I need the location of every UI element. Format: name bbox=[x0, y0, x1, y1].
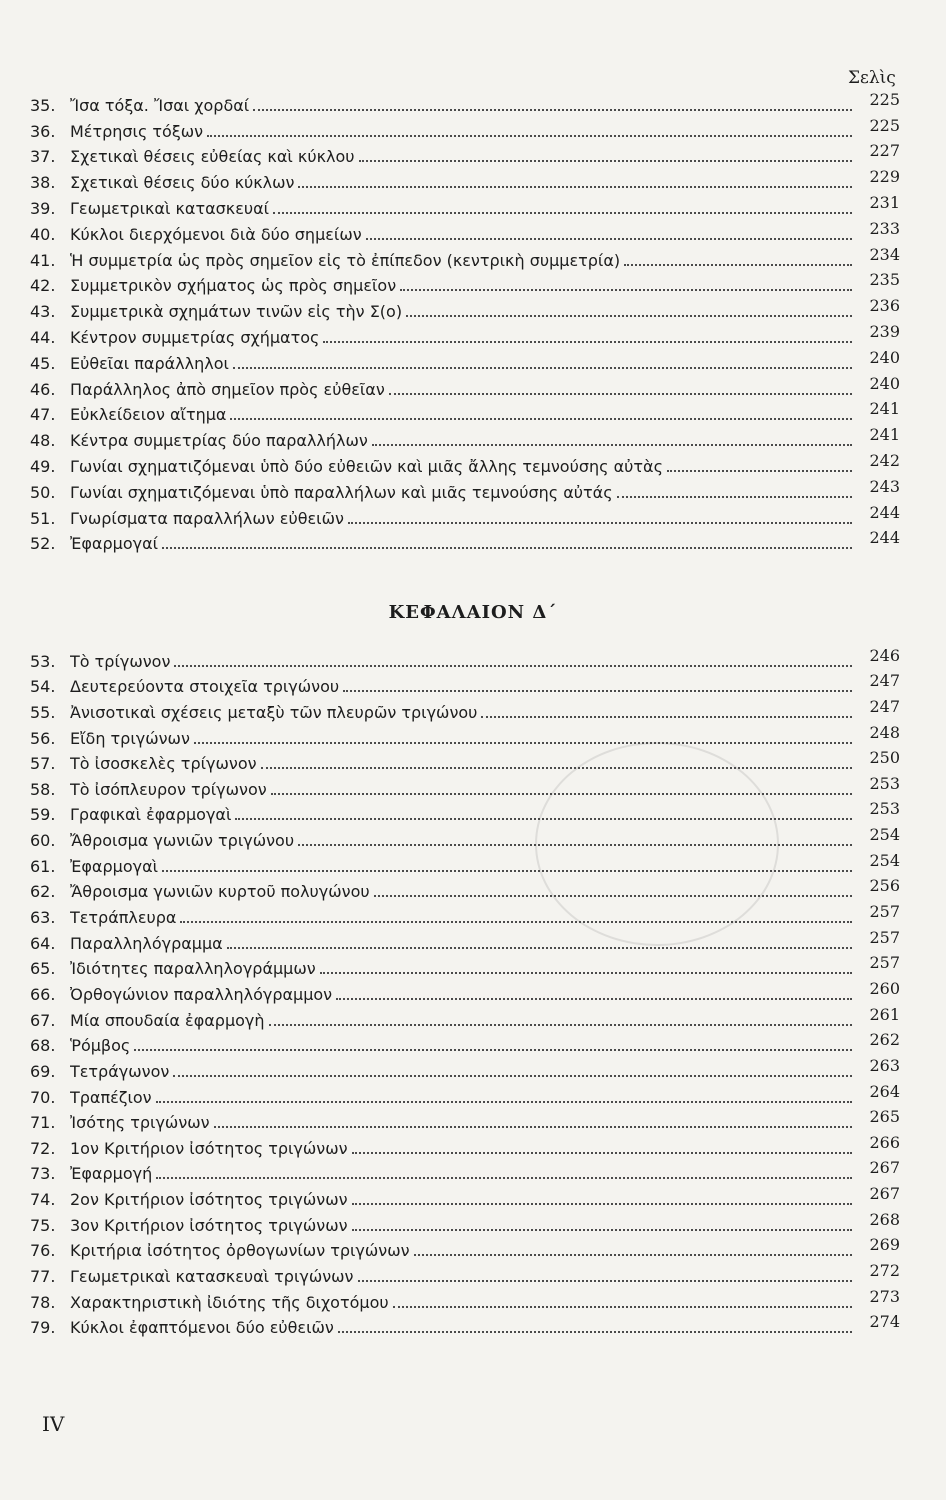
dot-leader bbox=[400, 289, 852, 291]
toc-entry bbox=[30, 902, 900, 928]
toc-entry bbox=[30, 1313, 900, 1339]
dot-leader bbox=[194, 742, 852, 744]
toc-entry-page: 225 bbox=[869, 115, 900, 135]
toc-entry-number: 35. bbox=[30, 95, 56, 115]
toc-entry bbox=[30, 374, 900, 400]
dot-leader bbox=[298, 844, 852, 846]
toc-entry bbox=[30, 877, 900, 903]
toc-entry bbox=[30, 193, 900, 219]
toc-entry bbox=[30, 1108, 900, 1134]
dot-leader bbox=[156, 1177, 852, 1179]
toc-entry bbox=[30, 400, 900, 426]
toc-entry-title: Ἐφαρμογαί bbox=[70, 534, 159, 554]
toc-entry bbox=[30, 1031, 900, 1057]
toc-entry-number: 74. bbox=[30, 1190, 56, 1210]
toc-entry-page: 235 bbox=[869, 270, 900, 290]
toc-entry-number: 63. bbox=[30, 908, 56, 928]
page-folio: IV bbox=[42, 1412, 65, 1436]
toc-entry bbox=[30, 1210, 900, 1236]
toc-entry bbox=[30, 322, 900, 348]
toc-entry-number: 48. bbox=[30, 431, 56, 451]
toc-entry-number: 68. bbox=[30, 1036, 56, 1056]
toc-entry-page: 257 bbox=[869, 953, 900, 973]
toc-entry-page: 264 bbox=[869, 1081, 900, 1101]
dot-leader bbox=[156, 1101, 852, 1103]
toc-entry-page: 261 bbox=[869, 1004, 900, 1024]
toc-entry-number: 38. bbox=[30, 173, 56, 193]
toc-entry bbox=[30, 749, 900, 775]
toc-entry-title: Εὐθεῖαι παράλληλοι bbox=[70, 353, 229, 373]
toc-entry bbox=[30, 529, 900, 555]
toc-entry-page: 247 bbox=[869, 671, 900, 691]
dot-leader bbox=[180, 921, 852, 923]
toc-entry-title: Ἄθροισμα γωνιῶν τριγώνου bbox=[70, 831, 295, 851]
toc-entry-number: 44. bbox=[30, 327, 56, 347]
toc-entry-title: Ἐφαρμογή bbox=[70, 1164, 153, 1184]
dot-leader bbox=[227, 947, 852, 949]
dot-leader bbox=[481, 716, 852, 718]
toc-entry-page: 253 bbox=[869, 773, 900, 793]
dot-leader bbox=[253, 109, 852, 111]
toc-entry-page: 272 bbox=[869, 1261, 900, 1281]
toc-entry-number: 54. bbox=[30, 677, 56, 697]
toc-entry bbox=[30, 1184, 900, 1210]
toc-entry bbox=[30, 1261, 900, 1287]
toc-entry bbox=[30, 851, 900, 877]
toc-entry-page: 240 bbox=[869, 373, 900, 393]
toc-entry-number: 36. bbox=[30, 121, 56, 141]
dot-leader bbox=[624, 264, 852, 266]
dot-leader bbox=[617, 496, 852, 498]
toc-entry bbox=[30, 477, 900, 503]
toc-entry-number: 50. bbox=[30, 482, 56, 502]
toc-entry bbox=[30, 954, 900, 980]
toc-entry-title: 2ον Κριτήριον ἰσότητος τριγώνων bbox=[70, 1190, 348, 1210]
dot-leader bbox=[366, 238, 852, 240]
dot-leader bbox=[352, 1229, 852, 1231]
toc-entry-page: 263 bbox=[869, 1055, 900, 1075]
dot-leader bbox=[298, 186, 852, 188]
toc-entry bbox=[30, 1159, 900, 1185]
toc-entry-title: Ἰσότης τριγώνων bbox=[70, 1113, 210, 1133]
toc-entry-number: 37. bbox=[30, 147, 56, 167]
toc-entry bbox=[30, 90, 900, 116]
toc-entry-title: Τετράπλευρα bbox=[70, 908, 177, 928]
toc-entry bbox=[30, 774, 900, 800]
toc-entry-number: 51. bbox=[30, 508, 56, 528]
dot-leader bbox=[406, 315, 852, 317]
toc-entry-page: 257 bbox=[869, 927, 900, 947]
toc-entry-number: 42. bbox=[30, 276, 56, 296]
toc-entry-title: Τὸ ἰσοσκελὲς τρίγωνον bbox=[70, 754, 257, 774]
toc-entry-title: Συμμετρικὰ σχημάτων τινῶν εἰς τὴν Σ(ο) bbox=[70, 302, 403, 322]
toc-entry-page: 239 bbox=[869, 321, 900, 341]
toc-entry-title: Κέντρα συμμετρίας δύο παραλλήλων bbox=[70, 431, 368, 451]
toc-entry bbox=[30, 697, 900, 723]
toc-entry bbox=[30, 646, 900, 672]
toc-entry-page: 234 bbox=[869, 244, 900, 264]
toc-entry-title: Παραλληλόγραμμα bbox=[70, 933, 223, 953]
toc-entry bbox=[30, 116, 900, 142]
dot-leader bbox=[352, 1203, 852, 1205]
toc-entry-page: 244 bbox=[869, 528, 900, 548]
toc-entry bbox=[30, 1133, 900, 1159]
toc-entry bbox=[30, 271, 900, 297]
dot-leader bbox=[320, 972, 852, 974]
dot-leader bbox=[372, 444, 852, 446]
toc-entry-number: 62. bbox=[30, 882, 56, 902]
toc-entry-number: 69. bbox=[30, 1061, 56, 1081]
toc-entry bbox=[30, 219, 900, 245]
dot-leader bbox=[393, 1306, 852, 1308]
toc-entry-page: 233 bbox=[869, 218, 900, 238]
toc-entry-title: Κέντρον συμμετρίας σχήματος bbox=[70, 327, 320, 347]
toc-entry-page: 267 bbox=[869, 1158, 900, 1178]
dot-leader bbox=[235, 818, 852, 820]
toc-entry-title: Χαρακτηριστικὴ ἰδιότης τῆς διχοτόμου bbox=[70, 1292, 389, 1312]
toc-entry bbox=[30, 167, 900, 193]
toc-entry-number: 56. bbox=[30, 728, 56, 748]
toc-entry-title: Εὐκλείδειον αἴτημα bbox=[70, 405, 227, 425]
toc-entry-page: 266 bbox=[869, 1132, 900, 1152]
toc-entry-title: Μία σπουδαία ἐφαρμογὴ bbox=[70, 1010, 265, 1030]
toc-entry-number: 64. bbox=[30, 933, 56, 953]
toc-entry-number: 40. bbox=[30, 224, 56, 244]
dot-leader bbox=[343, 690, 852, 692]
toc-entry-title: Ἰδιότητες παραλληλογράμμων bbox=[70, 959, 316, 979]
dot-leader bbox=[230, 418, 852, 420]
toc-entry bbox=[30, 979, 900, 1005]
toc-entry-page: 262 bbox=[869, 1030, 900, 1050]
toc-entry-title: Παράλληλος ἀπὸ σημεῖον πρὸς εὐθεῖαν bbox=[70, 379, 385, 399]
dot-leader bbox=[162, 547, 852, 549]
toc-entry-number: 57. bbox=[30, 754, 56, 774]
toc-entry bbox=[30, 348, 900, 374]
toc-entry-title: Σχετικαὶ θέσεις εὐθείας καὶ κύκλου bbox=[70, 147, 355, 167]
toc-entry-number: 75. bbox=[30, 1215, 56, 1235]
dot-leader bbox=[323, 341, 852, 343]
toc-entry-title: Τὸ τρίγωνον bbox=[70, 651, 171, 671]
dot-leader bbox=[174, 665, 852, 667]
dot-leader bbox=[269, 1024, 852, 1026]
toc-entry-number: 43. bbox=[30, 302, 56, 322]
toc-entry-title: Μέτρησις τόξων bbox=[70, 121, 204, 141]
dot-leader bbox=[336, 998, 852, 1000]
dot-leader bbox=[358, 1280, 853, 1282]
toc-entry-page: 248 bbox=[869, 722, 900, 742]
toc-entry-title: Γνωρίσματα παραλλήλων εὐθειῶν bbox=[70, 508, 344, 528]
toc-entry-page: 254 bbox=[869, 850, 900, 870]
dot-leader bbox=[233, 367, 852, 369]
dot-leader bbox=[207, 135, 852, 137]
toc-entry-title: Τὸ ἰσόπλευρον τρίγωνον bbox=[70, 779, 267, 799]
dot-leader bbox=[273, 212, 852, 214]
toc-entry-page: 225 bbox=[869, 89, 900, 109]
dot-leader bbox=[352, 1152, 852, 1154]
toc-entry-page: 254 bbox=[869, 825, 900, 845]
toc-entry-number: 76. bbox=[30, 1241, 56, 1261]
toc-entry-number: 72. bbox=[30, 1138, 56, 1158]
toc-entry-number: 77. bbox=[30, 1267, 56, 1287]
toc-entry-title: Ἄθροισμα γωνιῶν κυρτοῦ πολυγώνου bbox=[70, 882, 370, 902]
dot-leader bbox=[348, 522, 852, 524]
toc-entry-page: 253 bbox=[869, 799, 900, 819]
toc-entry bbox=[30, 503, 900, 529]
toc-entry-page: 236 bbox=[869, 296, 900, 316]
toc-entry-page: 256 bbox=[869, 876, 900, 896]
toc-entry bbox=[30, 1236, 900, 1262]
toc-entry-title: Τετράγωνον bbox=[70, 1061, 170, 1081]
toc-entry bbox=[30, 451, 900, 477]
toc-entry-number: 47. bbox=[30, 405, 56, 425]
toc-entry-number: 58. bbox=[30, 779, 56, 799]
toc-entry bbox=[30, 1082, 900, 1108]
toc-entry-title: Συμμετρικὸν σχήματος ὡς πρὸς σημεῖον bbox=[70, 276, 397, 296]
toc-entry-title: Γραφικαὶ ἐφαρμογαὶ bbox=[70, 805, 232, 825]
toc-entry-number: 60. bbox=[30, 831, 56, 851]
toc-entry-number: 61. bbox=[30, 856, 56, 876]
toc-entry bbox=[30, 425, 900, 451]
dot-leader bbox=[359, 160, 852, 162]
toc-entry-title: Ὀρθογώνιον παραλληλόγραμμον bbox=[70, 984, 333, 1004]
toc-entry-page: 274 bbox=[869, 1312, 900, 1332]
toc-entry-page: 247 bbox=[869, 696, 900, 716]
toc-entry bbox=[30, 296, 900, 322]
toc-entry-title: Γεωμετρικαὶ κατασκευαὶ τριγώνων bbox=[70, 1267, 354, 1287]
toc-entry-page: 244 bbox=[869, 502, 900, 522]
dot-leader bbox=[271, 793, 852, 795]
toc-entry-page: 227 bbox=[869, 141, 900, 161]
toc-entry-number: 78. bbox=[30, 1292, 56, 1312]
toc-entry-page: 260 bbox=[869, 978, 900, 998]
dot-leader bbox=[261, 767, 852, 769]
toc-entry-number: 52. bbox=[30, 534, 56, 554]
toc-entry bbox=[30, 723, 900, 749]
dot-leader bbox=[214, 1126, 852, 1128]
toc-entry-number: 46. bbox=[30, 379, 56, 399]
dot-leader bbox=[134, 1049, 852, 1051]
chapter-heading: ΚΕΦΑΛΑΙΟΝ Δ΄ bbox=[388, 602, 558, 623]
toc-entry-page: 257 bbox=[869, 902, 900, 922]
toc-entry-number: 41. bbox=[30, 250, 56, 270]
toc-entry bbox=[30, 928, 900, 954]
toc-entry-page: 267 bbox=[869, 1184, 900, 1204]
toc-entry-page: 246 bbox=[869, 645, 900, 665]
toc-entry-title: Κριτήρια ἰσότητος ὀρθογωνίων τριγώνων bbox=[70, 1241, 410, 1261]
toc-entry-page: 242 bbox=[869, 450, 900, 470]
toc-list-section-one bbox=[30, 90, 900, 554]
toc-entry bbox=[30, 672, 900, 698]
toc-entry-page: 273 bbox=[869, 1286, 900, 1306]
toc-entry-page: 265 bbox=[869, 1107, 900, 1127]
toc-entry-title: Κύκλοι ἐφαπτόμενοι δύο εὐθειῶν bbox=[70, 1318, 334, 1338]
toc-entry-title: Σχετικαὶ θέσεις δύο κύκλων bbox=[70, 173, 295, 193]
toc-entry-title: Εἴδη τριγώνων bbox=[70, 728, 190, 748]
toc-entry-title: Δευτερεύοντα στοιχεῖα τριγώνου bbox=[70, 677, 340, 697]
toc-entry-number: 71. bbox=[30, 1113, 56, 1133]
toc-entry-title: Ἴσα τόξα. Ἴσαι χορδαί bbox=[70, 95, 250, 115]
toc-entry-title: 1ον Κριτήριον ἰσότητος τριγώνων bbox=[70, 1138, 348, 1158]
dot-leader bbox=[667, 470, 852, 472]
toc-entry-number: 70. bbox=[30, 1087, 56, 1107]
toc-entry-number: 67. bbox=[30, 1010, 56, 1030]
toc-entry-page: 241 bbox=[869, 425, 900, 445]
toc-entry-title: Ῥόμβος bbox=[70, 1036, 131, 1056]
toc-entry-page: 269 bbox=[869, 1235, 900, 1255]
toc-entry-page: 240 bbox=[869, 347, 900, 367]
toc-entry-number: 59. bbox=[30, 805, 56, 825]
toc-entry-title: 3ον Κριτήριον ἰσότητος τριγώνων bbox=[70, 1215, 348, 1235]
toc-entry-number: 66. bbox=[30, 984, 56, 1004]
toc-entry-page: 229 bbox=[869, 167, 900, 187]
toc-entry-number: 79. bbox=[30, 1318, 56, 1338]
toc-entry-title: Τραπέζιον bbox=[70, 1087, 152, 1107]
toc-entry-title: Γεωμετρικαὶ κατασκευαί bbox=[70, 198, 270, 218]
dot-leader bbox=[414, 1254, 852, 1256]
toc-entry-title: Γωνίαι σχηματιζόμεναι ὑπὸ δύο εὐθειῶν καὶ μιᾶς ἄλλης τεμνούσης αὐτὰς bbox=[70, 456, 663, 476]
toc-entry-page: 241 bbox=[869, 399, 900, 419]
toc-entry-title: Ἐφαρμογαὶ bbox=[70, 856, 159, 876]
toc-entry-title: Ἡ συμμετρία ὡς πρὸς σημεῖον εἰς τὸ ἐπίπεδον (κεντρικὴ συμμετρία) bbox=[70, 250, 621, 270]
toc-entry-number: 49. bbox=[30, 456, 56, 476]
toc-entry bbox=[30, 1005, 900, 1031]
toc-entry bbox=[30, 800, 900, 826]
toc-entry-number: 73. bbox=[30, 1164, 56, 1184]
dot-leader bbox=[374, 895, 852, 897]
toc-entry-title: Κύκλοι διερχόμενοι διὰ δύο σημείων bbox=[70, 224, 362, 244]
toc-entry-title: Ἀνισοτικαὶ σχέσεις μεταξὺ τῶν πλευρῶν τριγώνου bbox=[70, 702, 478, 722]
toc-entry-title: Γωνίαι σχηματιζόμεναι ὑπὸ παραλλήλων καὶ μιᾶς τεμνούσης αὐτάς bbox=[70, 482, 613, 502]
toc-entry-page: 250 bbox=[869, 748, 900, 768]
toc-entry-page: 243 bbox=[869, 476, 900, 496]
toc-entry-number: 39. bbox=[30, 198, 56, 218]
dot-leader bbox=[162, 870, 852, 872]
toc-entry-page: 231 bbox=[869, 192, 900, 212]
toc-entry bbox=[30, 245, 900, 271]
dot-leader bbox=[173, 1075, 852, 1077]
dot-leader bbox=[389, 393, 852, 395]
toc-entry-number: 53. bbox=[30, 651, 56, 671]
toc-entry bbox=[30, 1287, 900, 1313]
dot-leader bbox=[338, 1331, 852, 1333]
toc-list-section-two bbox=[30, 646, 900, 1338]
toc-entry bbox=[30, 825, 900, 851]
toc-entry bbox=[30, 142, 900, 168]
toc-entry-page: 268 bbox=[869, 1209, 900, 1229]
toc-entry-number: 65. bbox=[30, 959, 56, 979]
toc-entry-number: 45. bbox=[30, 353, 56, 373]
toc-entry bbox=[30, 1056, 900, 1082]
toc-entry-number: 55. bbox=[30, 702, 56, 722]
page-column-label: Σελὶς bbox=[848, 68, 896, 88]
